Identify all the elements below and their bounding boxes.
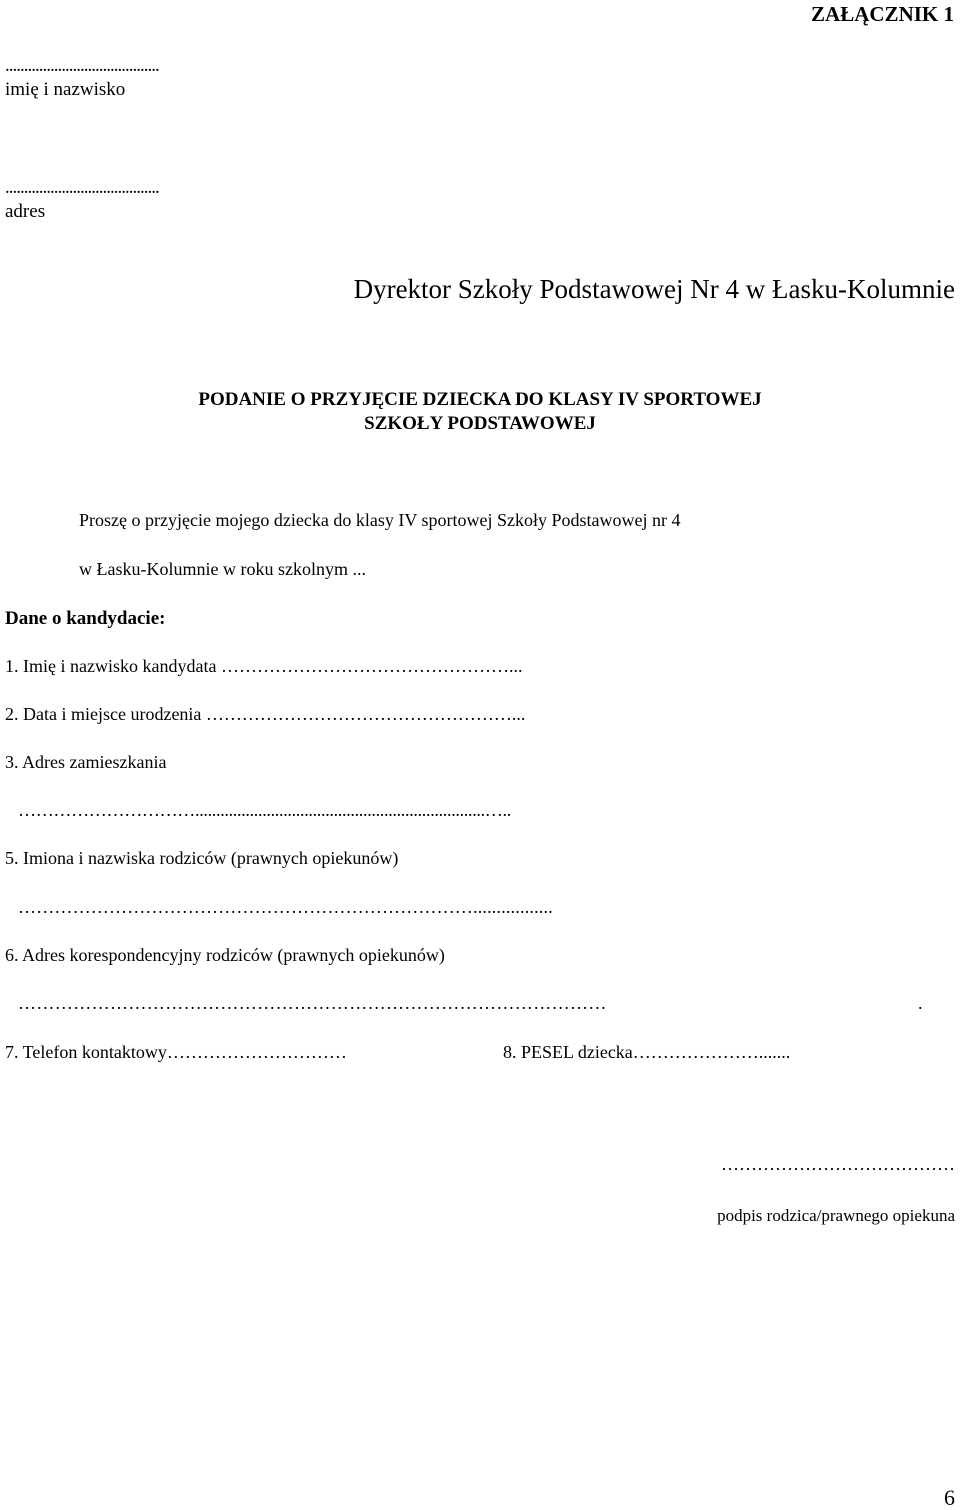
signature-label: podpis rodzica/prawnego opiekuna xyxy=(717,1206,955,1225)
field-parents-names-line: …………………………………………………………………................. xyxy=(18,897,553,917)
field-address-line: ………………………….....................................................................….. xyxy=(18,800,511,820)
address-label: adres xyxy=(5,201,46,222)
title-line-2: SZKOŁY PODSTAWOWEJ xyxy=(364,413,596,434)
page-number: 6 xyxy=(944,1485,955,1510)
field-birth-date-place: 2. Data i miejsce urodzenia ……………………………………………... xyxy=(5,704,526,724)
field-parents-names-label: 5. Imiona i nazwiska rodziców (prawnych opiekunów) xyxy=(5,848,399,868)
field-correspondence-address-line: …………………………………………………………………………………… xyxy=(18,993,607,1013)
field-correspondence-address-line-end: . xyxy=(918,993,923,1013)
field-phone: 7. Telefon kontaktowy………………………… xyxy=(5,1042,347,1062)
field-address-label: 3. Adres zamieszkania xyxy=(5,752,167,772)
candidate-section-heading: Dane o kandydacie: xyxy=(5,608,166,629)
field-correspondence-address-label: 6. Adres korespondencyjny rodziców (prawnych opiekunów) xyxy=(5,945,445,965)
field-candidate-name: 1. Imię i nazwisko kandydata …………………………………………... xyxy=(5,656,523,676)
attachment-label: ZAŁĄCZNIK 1 xyxy=(811,2,954,26)
request-line-1: Proszę o przyjęcie mojego dziecka do klasy IV sportowej Szkoły Podstawowej nr 4 xyxy=(79,510,681,530)
address-dots: ......................................... xyxy=(5,177,159,198)
name-dots: ......................................... xyxy=(5,55,159,76)
request-line-2: w Łasku-Kolumnie w roku szkolnym ... xyxy=(79,559,366,579)
recipient-heading: Dyrektor Szkoły Podstawowej Nr 4 w Łasku-Kolumnie xyxy=(353,274,955,304)
field-pesel: 8. PESEL dziecka…………………....... xyxy=(503,1042,791,1062)
signature-dots: ………………………………… xyxy=(721,1154,955,1174)
name-label: imię i nazwisko xyxy=(5,79,126,100)
title-line-1: PODANIE O PRZYJĘCIE DZIECKA DO KLASY IV SPORTOWEJ xyxy=(198,389,762,410)
